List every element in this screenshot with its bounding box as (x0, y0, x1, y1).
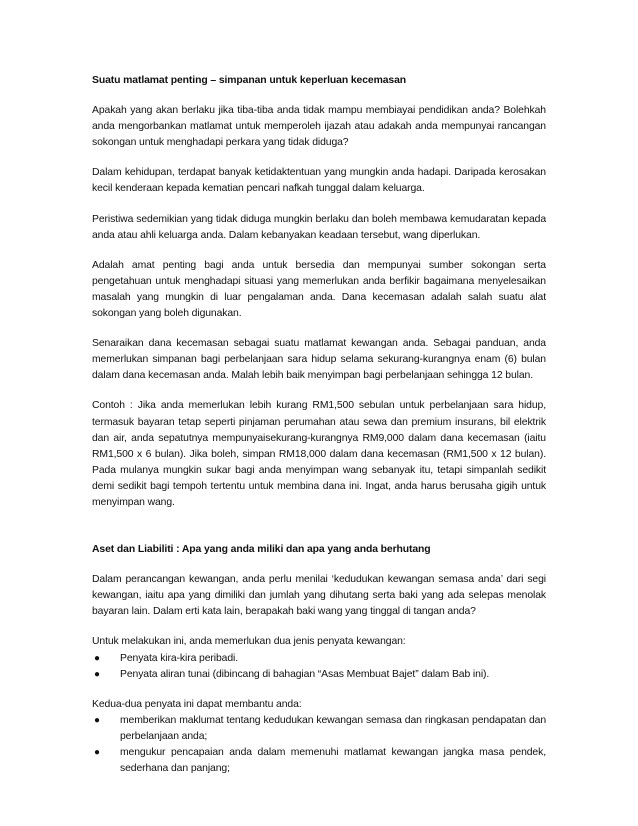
paragraph: Peristiwa sedemikian yang tidak diduga mungkin berlaku dan boleh membawa kemudaratan kepada anda atau ahli keluarga anda. Dalam kebanyakan keadaan tersebut, wang diperlukan. (92, 213, 546, 241)
list-item-text: Penyata kira-kira peribadi. (120, 652, 239, 664)
bullet-icon: ● (94, 668, 100, 680)
list-intro: Untuk melakukan ini, anda memerlukan dua jenis penyata kewangan: (92, 636, 406, 648)
paragraph: Dalam perancangan kewangan, anda perlu menilai ‘kedudukan kewangan semasa anda’ dari segi kewangan, iaitu apa yang dimiliki dan jumlah yang dihutang serta baki yang ada selepas menolak bayaran lain. Dalam erti kata lain, berapakah baki wang yang tinggal di tangan anda? (92, 574, 546, 618)
list-item (92, 667, 546, 683)
paragraph: Dalam kehidupan, terdapat banyak ketidaktentuan yang mungkin anda hadapi. Daripada kerosakan kecil kenderaan kepada kematian pencari nafkah tunggal dalam keluarga. (92, 167, 546, 195)
bullet-icon: ● (94, 714, 100, 726)
section-heading-assets-liabilities: Aset dan Liabiliti : Apa yang anda miliki dan apa yang anda berhutang (92, 544, 431, 556)
paragraph: Senaraikan dana kecemasan sebagai suatu matlamat kewangan anda. Sebagai panduan, anda memerlukan simpanan bagi perbelanjaan sara hidup selama sekurang-kurangnya enam (6) bulan dalam dana kecemasan anda. Malah lebih baik menyimpan bagi perbelanjaan sehingga 12 bulan. (92, 338, 546, 382)
list-item-text: memberikan maklumat tentang kedudukan kewangan semasa dan ringkasan pendapatan dan perbelanjaan anda; (120, 714, 546, 742)
list-item-text: Penyata aliran tunai (dibincang di bahagian “Asas Membuat Bajet” dalam Bab ini). (120, 668, 490, 680)
list-intro: Kedua-dua penyata ini dapat membantu anda: (92, 698, 302, 710)
bullet-icon: ● (94, 652, 100, 664)
bullet-icon: ● (94, 747, 100, 758)
statement-types-list (92, 651, 546, 683)
list-item (92, 745, 546, 777)
list-item (92, 651, 546, 667)
list-item-text: mengukur pencapaian anda dalam memenuhi matlamat kewangan jangka masa pendek, sederhana dan panjang; (120, 747, 546, 775)
section-heading-emergency-savings: Suatu matlamat penting – simpanan untuk keperluan kecemasan (92, 75, 406, 86)
example-paragraph: Contoh : Jika anda memerlukan lebih kurang RM1,500 sebulan untuk perbelanjaan sara hidup, termasuk bayaran tetap seperti pinjaman perumahan atau sewa dan premium insurans, bil elektrik dan air, anda sepatutnya mempunyaisekurang-kurangnya RM9,000 dalam dana kecemasan (iaitu RM1,500 x 6 bulan). Jika boleh, simpan RM18,000 dalam dana kecemasan (RM1,500 x 12 bulan). Pada mulanya mungkin sukar bagi anda menyimpan wang sebanyak itu, tetapi simpanlah sedikit demi sedikit bagi tempoh tertentu untuk membina dana ini. Ingat, anda harus berusaha gigih untuk menyimpan wang. (92, 400, 546, 508)
paragraph: Adalah amat penting bagi anda untuk bersedia dan mempunyai sumber sokongan serta pengetahuan untuk menghadapi situasi yang memerlukan anda berfikir bagaimana menyelesaikan masalah yang mungkin di luar pengalaman anda. Dana kecemasan adalah salah suatu alat sokongan yang boleh digunakan. (92, 259, 546, 320)
list-item (92, 713, 546, 745)
paragraph: Apakah yang akan berlaku jika tiba-tiba anda tidak mampu membiayai pendidikan anda? Bolehkah anda mengorbankan matlamat untuk memperoleh ijazah atau adakah anda mempunyai rancangan sokongan untuk menghadapi perkara yang tidak diduga? (92, 105, 546, 149)
statement-benefits-list (92, 713, 546, 777)
